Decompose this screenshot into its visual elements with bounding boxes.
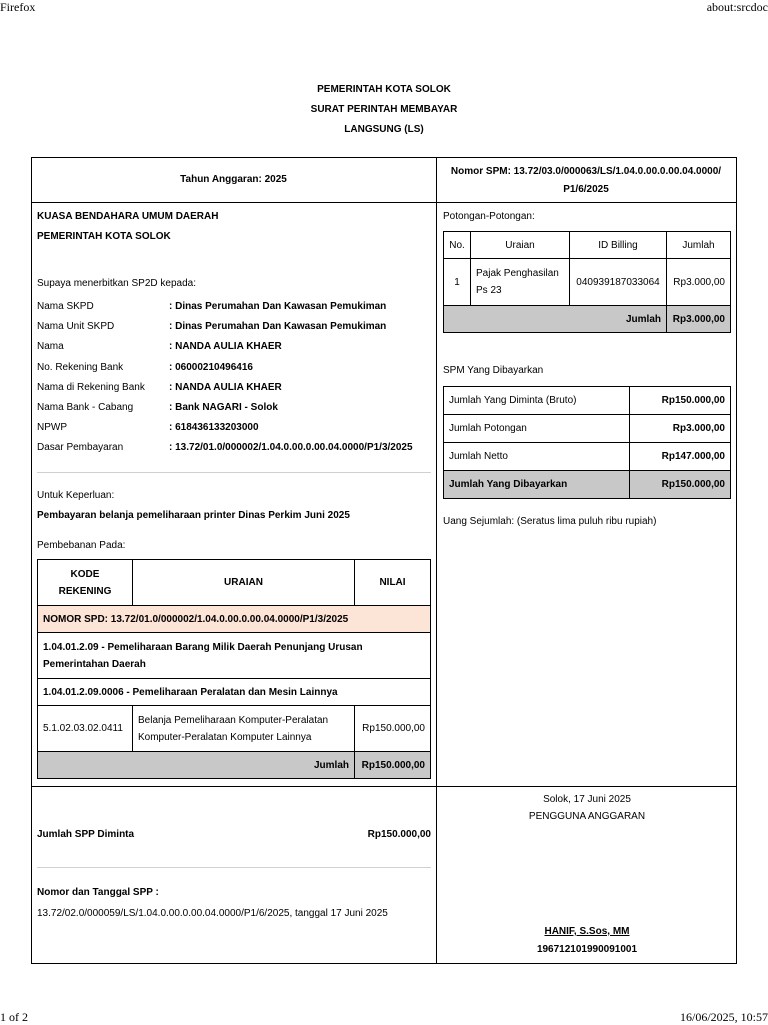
field-label: Nama di Rekening Bank (37, 382, 145, 393)
field-label: NPWP (37, 422, 67, 433)
column-divider (436, 157, 437, 964)
spm-title: SPM Yang Dibayarkan (443, 365, 544, 376)
table-row (444, 259, 731, 306)
field-value: : NANDA AULIA KHAER (169, 382, 282, 393)
nomor-spp-label: Nomor dan Tanggal SPP : (37, 887, 159, 898)
print-datetime: 16/06/2025, 10:57 (679, 1010, 768, 1024)
browser-app-name: Firefox (0, 0, 36, 14)
kuasa-pemerintah: PEMERINTAH KOTA SOLOK (37, 231, 171, 242)
row-id-billing: 040939187033064 (570, 259, 667, 306)
table-row-total (38, 752, 431, 779)
header-jumlah: Jumlah (667, 232, 731, 259)
jumlah-value: Rp150.000,00 (355, 752, 431, 779)
spd-cell: NOMOR SPD: 13.72/01.0/000002/1.04.0.00.0.00.04.0000/P1/3/2025 (38, 606, 431, 633)
spm-row-value: Rp150.000,00 (630, 471, 731, 499)
header-no: No. (444, 232, 471, 259)
spm-table (443, 386, 731, 499)
field-value: : 618436133203000 (169, 422, 259, 433)
field-value: : 13.72/01.0/000002/1.04.0.00.0.00.04.0000/P1/3/2025 (169, 442, 413, 453)
separator (37, 472, 431, 473)
spp-value: Rp150.000,00 (367, 829, 431, 840)
table-row (444, 415, 731, 443)
title-surat: SURAT PERINTAH MEMBAYAR (310, 104, 458, 115)
signer-nip: 196712101990091001 (536, 944, 638, 955)
table-header-row (38, 560, 431, 606)
program-cell: 1.04.01.2.09 - Pemeliharaan Barang Milik Daerah Penunjang Urusan Pemerintahan Daerah (38, 633, 431, 679)
header-uraian: URAIAN (133, 560, 355, 606)
kuasa-bendahara: KUASA BENDAHARA UMUM DAERAH (37, 211, 219, 222)
untuk-value: Pembayaran belanja pemeliharaan printer Dinas Perkim Juni 2025 (37, 510, 350, 521)
separator (37, 867, 431, 868)
header-kode: KODE REKENING (38, 560, 133, 606)
field-value: : NANDA AULIA KHAER (169, 341, 282, 352)
table-row-total (444, 471, 731, 499)
field-value: : Bank NAGARI - Solok (169, 402, 278, 413)
field-value: : Dinas Perumahan Dan Kawasan Pemukiman (169, 321, 387, 332)
page-indicator: 1 of 2 (0, 1010, 28, 1024)
table-row (38, 679, 431, 706)
field-label: Dasar Pembayaran (37, 442, 124, 453)
signer-name: HANIF, S.Sos, MM (544, 926, 630, 937)
nomor-spp-value: 13.72/02.0/000059/LS/1.04.0.00.0.00.04.0000/P1/6/2025, tanggal 17 Juni 2025 (37, 908, 388, 919)
spm-row-label: Jumlah Yang Diminta (Bruto) (444, 387, 630, 415)
item-kode: 5.1.02.03.02.0411 (38, 706, 133, 752)
table-row-spd (38, 606, 431, 633)
field-label: No. Rekening Bank (37, 362, 124, 373)
pembebanan-table (37, 559, 431, 779)
field-label: Nama Bank - Cabang (37, 402, 134, 413)
potongan-total-label: Jumlah (444, 306, 667, 333)
title-langsung: LANGSUNG (LS) (344, 124, 424, 135)
field-label: Nama Unit SKPD (37, 321, 115, 332)
tahun-anggaran: Tahun Anggaran: 2025 (180, 174, 287, 185)
item-nilai: Rp150.000,00 (355, 706, 431, 752)
header-id-billing: ID Billing (570, 232, 667, 259)
table-row-total (444, 306, 731, 333)
place-date: Solok, 17 Juni 2025 (543, 794, 631, 805)
potongan-title: Potongan-Potongan: (443, 211, 535, 222)
spm-row-label: Jumlah Yang Dibayarkan (444, 471, 630, 499)
field-value: : 06000210496416 (169, 362, 253, 373)
potongan-total-value: Rp3.000,00 (667, 306, 731, 333)
table-row-item (38, 706, 431, 752)
uang-sejumlah: Uang Sejumlah: (Seratus lima puluh ribu rupiah) (443, 516, 657, 527)
header-nilai: NILAI (355, 560, 431, 606)
jumlah-label: Jumlah (38, 752, 355, 779)
nomor-spm: Nomor SPM: 13.72/03.0/000063/LS/1.04.0.00.0.00.04.0000/ P1/6/2025 (450, 166, 722, 195)
subkegiatan-cell: 1.04.01.2.09.0006 - Pemeliharaan Peralatan dan Mesin Lainnya (38, 679, 431, 706)
spm-row-value: Rp147.000,00 (630, 443, 731, 471)
potongan-table (443, 231, 731, 333)
row-uraian: Pajak Penghasilan Ps 23 (471, 259, 570, 306)
header-uraian: Uraian (471, 232, 570, 259)
table-row (444, 387, 731, 415)
title-pemerintah: PEMERINTAH KOTA SOLOK (317, 84, 451, 95)
spm-row-value: Rp150.000,00 (630, 387, 731, 415)
untuk-label: Untuk Keperluan: (37, 490, 115, 501)
item-uraian: Belanja Pemeliharaan Komputer-Peralatan Komputer-Peralatan Komputer Lainnya (133, 706, 355, 752)
pembebanan-label: Pembebanan Pada: (37, 540, 126, 551)
table-header-row (444, 232, 731, 259)
spm-row-label: Jumlah Netto (444, 443, 630, 471)
footer-row-divider (31, 786, 737, 787)
field-label: Nama SKPD (37, 301, 94, 312)
field-label: Nama (37, 341, 64, 352)
table-row (444, 443, 731, 471)
spm-row-value: Rp3.000,00 (630, 415, 731, 443)
row-no: 1 (444, 259, 471, 306)
signer-role: PENGGUNA ANGGARAN (528, 811, 646, 822)
header-row-divider (31, 202, 737, 203)
supaya-label: Supaya menerbitkan SP2D kepada: (37, 278, 196, 289)
spm-row-label: Jumlah Potongan (444, 415, 630, 443)
spp-label: Jumlah SPP Diminta (37, 829, 135, 840)
table-row (38, 633, 431, 679)
browser-url: about:srcdoc (706, 0, 768, 14)
field-value: : Dinas Perumahan Dan Kawasan Pemukiman (169, 301, 387, 312)
row-jumlah: Rp3.000,00 (667, 259, 731, 306)
